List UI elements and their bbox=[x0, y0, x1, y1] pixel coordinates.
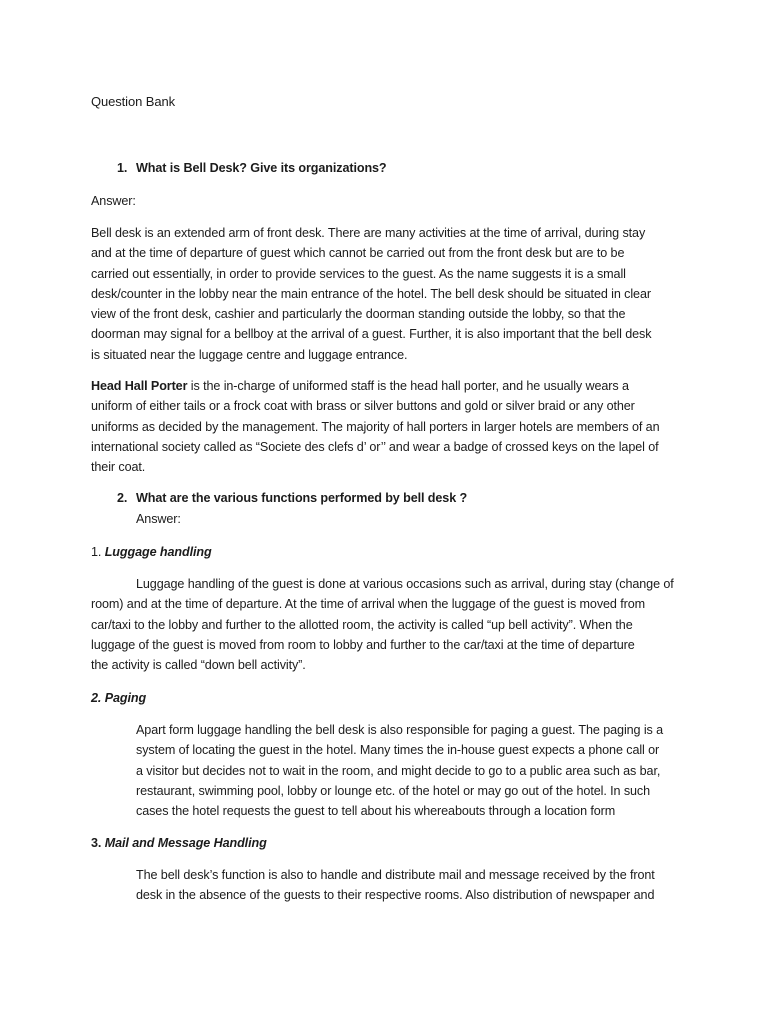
question-1-number: 1. bbox=[117, 161, 128, 175]
answer-1-paragraph bbox=[91, 223, 691, 365]
text-line: their coat. bbox=[91, 460, 146, 475]
text-line: The bell desk’s function is also to handle and distribute mail and message received by the front bbox=[136, 868, 655, 882]
section-number: 3. bbox=[91, 836, 102, 850]
text-line: the activity is called “down bell activity”. bbox=[91, 658, 306, 673]
answer-1-label: Answer: bbox=[91, 194, 136, 208]
text-line: view of the front desk, cashier and particularly the doorman standing outside the lobby, so that the bbox=[91, 307, 626, 322]
text-line: restaurant, swimming pool, lobby or lounge etc. of the hotel or may go out of the hotel. In such bbox=[136, 783, 651, 798]
text-line: is the in-charge of uniformed staff is the head hall porter, and he usually wears a bbox=[187, 379, 629, 393]
question-1 bbox=[117, 158, 387, 178]
question-2 bbox=[117, 488, 467, 508]
text-line: room) and at the time of departure. At the time of arrival when the luggage of the guest is moved from bbox=[91, 597, 646, 612]
paging-paragraph bbox=[136, 720, 696, 821]
text-line: international society called as “Societe des clefs d’ or’’ and wear a badge of crossed keys on the lapel of bbox=[91, 439, 659, 454]
text-line: a visitor but decides not to wait in the room, and might decide to go to a public area such as bar, bbox=[136, 763, 661, 778]
text-line: desk/counter in the lobby near the main entrance of the hotel. The bell desk should be situated in clear bbox=[91, 286, 651, 301]
section-paging-heading: 2. Paging bbox=[91, 691, 147, 705]
text-line: and at the time of departure of guest which cannot be carried out from the front desk but are to be bbox=[91, 246, 625, 261]
section-number: 1. bbox=[91, 545, 102, 559]
answer-2-label: Answer: bbox=[136, 512, 181, 526]
mail-message-paragraph bbox=[136, 865, 696, 906]
text-line: desk in the absence of the guests to their respective rooms. Also distribution of newspaper and bbox=[136, 888, 655, 903]
text-line: Apart form luggage handling the bell desk is also responsible for paging a guest. The paging is a bbox=[136, 723, 664, 737]
section-luggage-handling-heading bbox=[91, 542, 212, 562]
text-line: carried out essentially, in order to provide services to the guest. As the name suggests it is a small bbox=[91, 266, 626, 281]
text-line: uniform of either tails or a frock coat with brass or silver buttons and gold or silver braid or any other bbox=[91, 399, 635, 414]
text-line: car/taxi to the lobby and further to the allotted room, the activity is called “up bell activity”. When the bbox=[91, 617, 633, 632]
section-title: Luggage handling bbox=[104, 545, 212, 559]
question-2-number: 2. bbox=[117, 491, 128, 505]
section-title: Mail and Message Handling bbox=[104, 836, 267, 850]
head-hall-porter-term: Head Hall Porter bbox=[91, 379, 188, 393]
text-line: Luggage handling of the guest is done at various occasions such as arrival, during stay (change of bbox=[136, 577, 674, 591]
text-line: cases the hotel requests the guest to tell about his whereabouts through a location form bbox=[136, 804, 616, 819]
text-line: system of locating the guest in the hotel. Many times the in-house guest expects a phone call or bbox=[136, 743, 660, 758]
section-mail-message-heading bbox=[91, 833, 267, 853]
question-2-text: What are the various functions performed by bell desk ? bbox=[136, 491, 468, 505]
text-line: luggage of the guest is moved from room to lobby and further to the car/taxi at the time of departure bbox=[91, 637, 635, 652]
document-title: Question Bank bbox=[91, 94, 175, 109]
luggage-handling-paragraph bbox=[91, 574, 691, 675]
head-hall-porter-paragraph bbox=[91, 376, 691, 477]
text-line: is situated near the luggage centre and luggage entrance. bbox=[91, 347, 408, 362]
text-line: Bell desk is an extended arm of front desk. There are many activities at the time of arrival, during stay bbox=[91, 226, 646, 240]
question-1-text: What is Bell Desk? Give its organizations? bbox=[136, 161, 387, 175]
text-line: doorman may signal for a bellboy at the arrival of a guest. Further, it is also important that the bell desk bbox=[91, 327, 652, 342]
text-line: uniforms as decided by the management. The majority of hall porters in larger hotels are members of an bbox=[91, 419, 660, 434]
